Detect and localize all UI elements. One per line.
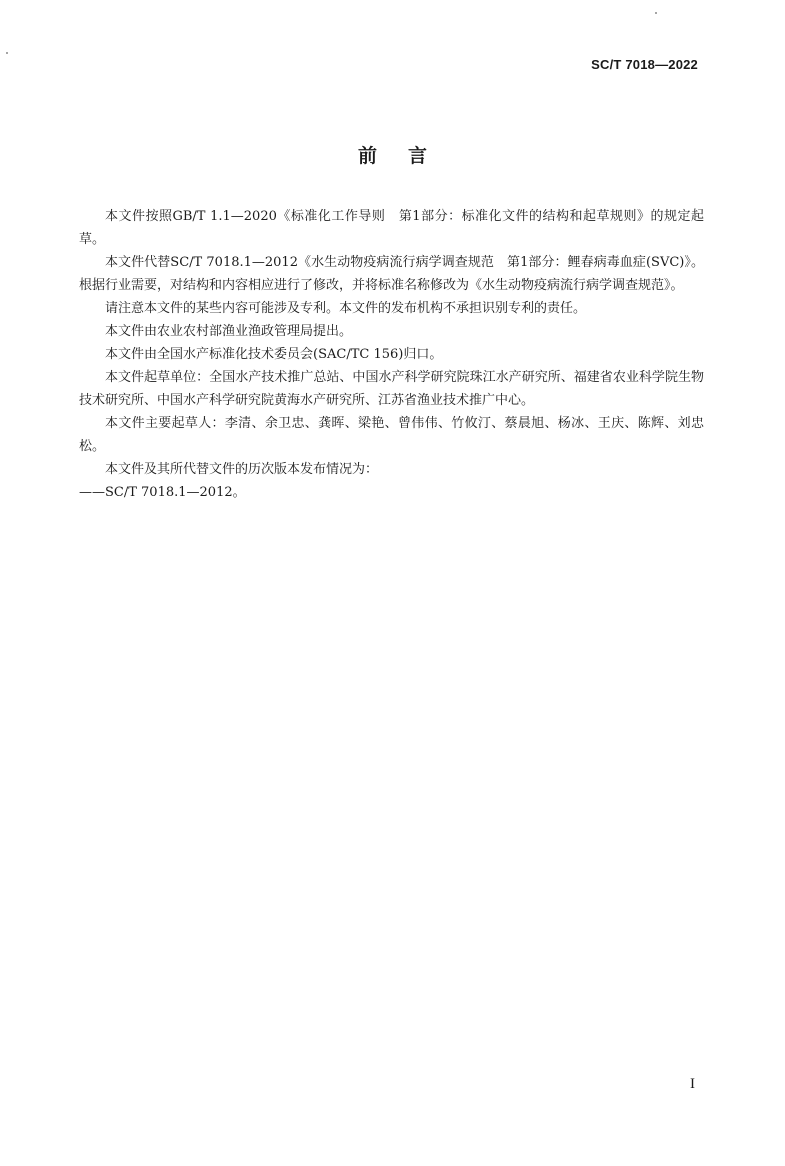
foreword-body [79,205,704,504]
paragraph-proposer: 本文件由农业农村部渔业渔政管理局提出。 [105,324,353,339]
history-list-item: ——SC/T 7018.1—2012。 [79,485,246,500]
paragraph-patent-notice: 请注意本文件的某些内容可能涉及专利。本文件的发布机构不承担识别专利的责任。 [105,301,587,316]
paragraph-drafting-units: 本文件起草单位：全国水产技术推广总站、中国水产科学研究院珠江水产研究所、福建省农业科学院生物技术研究所、中国水产科学研究院黄海水产研究所、江苏省渔业技术推广中心。 [79,370,704,408]
page-number: I [690,1076,695,1092]
scan-speck [655,12,657,14]
scan-speck [6,52,8,54]
standard-code: SC/T 7018—2022 [591,57,698,72]
paragraph-drafters: 本文件主要起草人：李清、余卫忠、龚晖、梁艳、曾伟伟、竹攸汀、蔡晨旭、杨冰、王庆、陈辉、刘忠松。 [79,416,704,454]
paragraph-version-history: 本文件及其所代替文件的历次版本发布情况为： [105,462,379,477]
paragraph-committee: 本文件由全国水产标准化技术委员会(SAC/TC 156)归口。 [105,347,443,362]
paragraph-drafting-rules: 本文件按照GB/T 1.1—2020《标准化工作导则 第1部分：标准化文件的结构和起草规则》的规定起草。 [79,209,704,247]
paragraph-replacement: 本文件代替SC/T 7018.1—2012《水生动物疫病流行病学调查规范 第1部分：鲤春病毒血症(SVC)》。根据行业需要，对结构和内容相应进行了修改，并将标准名称修改为《水生动物疫病流行病学调查规范》。 [79,255,704,293]
page-title: 前言 [357,145,458,167]
